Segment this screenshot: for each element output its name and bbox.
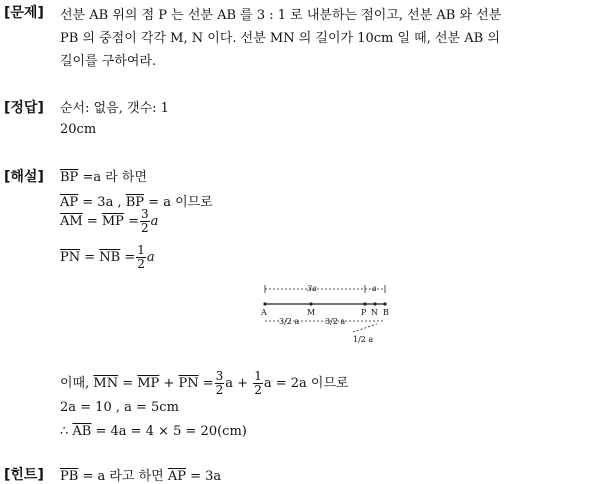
equals: = (120, 250, 136, 265)
step-5-text: a = 2a 이므로 (263, 376, 349, 391)
equals: = (118, 376, 138, 391)
fraction-numerator: 1 (254, 369, 262, 383)
segment-bp: $\overline{BP}$ (60, 170, 79, 185)
problem-line-2: PB 의 중점이 각각 M, N 이다. 선분 MN 의 길이가 10cm 일 때, 선분 AB 의 (60, 31, 500, 46)
diagram-label-mp: 3/2 a (325, 317, 346, 326)
fraction-denominator: 2 (215, 383, 224, 397)
fraction-denominator: 2 (140, 221, 149, 235)
hint-label: [힌트] (4, 467, 44, 483)
solution-step-1 (60, 166, 147, 185)
equals: = (82, 214, 102, 229)
hint-line (60, 465, 221, 484)
fraction (215, 370, 225, 397)
plus: + (159, 376, 179, 391)
equals: = (198, 376, 214, 391)
step-5-mid: a + (225, 376, 253, 391)
segment-pb: $\overline{PB}$ (60, 469, 79, 484)
point-label-p: P (361, 308, 367, 317)
equals: = (123, 214, 139, 229)
point-label-n: N (371, 308, 378, 317)
segment-mp: $\overline{MP}$ (137, 376, 160, 391)
segment-ap: $\overline{AP}$ (60, 195, 79, 210)
step-7-text: = 4a = 4 × 5 = 20(cm) (91, 424, 247, 439)
therefore-symbol: ∴ (60, 424, 73, 439)
answer-label: [정답] (4, 100, 44, 116)
point-label-m: M (307, 308, 316, 317)
solution-step-4 (60, 244, 155, 271)
step-5-prefix: 이때, (60, 376, 94, 391)
diagram-label-a: a (372, 284, 377, 293)
diagram-label-3a: 3a (307, 284, 317, 293)
segment-mp: $\overline{MP}$ (101, 214, 124, 229)
segment-am: $\overline{AM}$ (60, 214, 83, 229)
variable-a: a (150, 214, 159, 229)
fraction (253, 370, 263, 397)
segment-ab: $\overline{AB}$ (72, 424, 92, 439)
fraction-numerator: 3 (215, 369, 224, 383)
fraction-denominator: 2 (137, 257, 145, 271)
point-p (363, 302, 366, 305)
step-1-text: =a 라 하면 (78, 170, 148, 185)
problem-label: [문제] (4, 5, 44, 21)
diagram-label-am: 3/2 a (279, 317, 300, 326)
point-label-a: A (261, 308, 267, 317)
solution-step-3 (60, 208, 158, 235)
point-label-b: B (383, 308, 389, 317)
segment-pn: $\overline{PN}$ (178, 376, 199, 391)
solution-step-5 (60, 370, 349, 397)
point-n (373, 302, 376, 305)
diagram-label-pn: 1/2 a (353, 335, 374, 344)
fraction-denominator: 2 (254, 383, 262, 397)
fraction-numerator: 1 (137, 243, 145, 257)
segment-mn: $\overline{MN}$ (93, 376, 119, 391)
segment-pn: $\overline{PN}$ (60, 250, 81, 265)
segment-diagram (255, 280, 395, 355)
segment-ap: $\overline{AP}$ (167, 469, 186, 484)
equals: = (80, 250, 100, 265)
point-a (263, 302, 266, 305)
hint-mid: = a 라고 하면 (78, 469, 168, 484)
solution-label: [해설] (4, 169, 44, 185)
problem-line-3: 길이를 구하여라. (60, 54, 157, 69)
answer-line-1: 순서: 없음, 갯수: 1 (60, 101, 169, 116)
solution-step-6: 2a = 10 , a = 5cm (60, 400, 179, 415)
fraction (136, 244, 146, 271)
segment-bp: $\overline{BP}$ (125, 195, 145, 210)
fraction-numerator: 3 (140, 207, 149, 221)
variable-a: a (146, 250, 155, 265)
segment-nb: $\overline{NB}$ (99, 250, 121, 265)
problem-line-1: 선분 AB 위의 점 P 는 선분 AB 를 3 : 1 로 내분하는 점이고, 선분 AB 와 선분 (60, 8, 502, 23)
step-2-text: = a 이므로 (144, 195, 213, 210)
solution-step-7 (60, 424, 247, 439)
fraction (140, 208, 150, 235)
point-m (309, 302, 312, 305)
hint-text: = 3a (186, 469, 222, 484)
answer-line-2: 20cm (60, 122, 97, 137)
point-b (383, 302, 386, 305)
step-2-mid: = 3a , (78, 195, 126, 210)
